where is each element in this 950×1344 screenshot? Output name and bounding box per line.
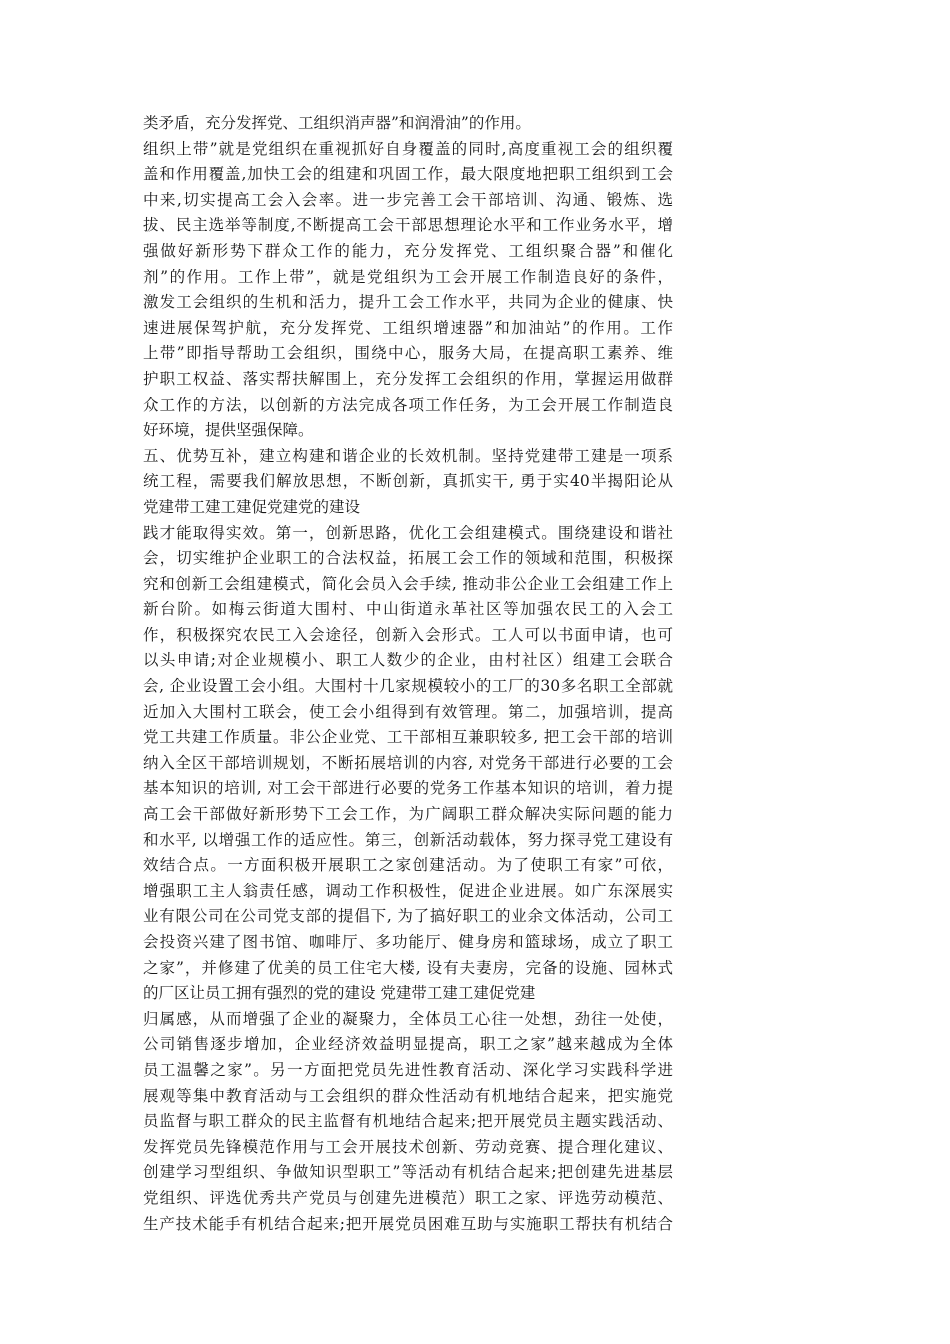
- text-line: 新台阶。如梅云街道大围村、中山街道永革社区等加强农民工的入会工: [143, 600, 673, 619]
- text-line: 组织上带”就是党组织在重视抓好自身覆盖的同时,高度重视工会的组织覆: [143, 139, 673, 158]
- text-line: 剂”的作用。工作上带”，就是党组织为工会开展工作制造良好的条件，: [143, 267, 673, 286]
- text-line: 归属感，从而增强了企业的凝聚力，全体员工心往一处想，劲往一处使，: [143, 1009, 673, 1028]
- text-line: 护职工权益、落实帮扶解围上，充分发挥工会组织的作用，掌握运用做群: [143, 369, 673, 388]
- text-line: 上带”即指导帮助工会组织，围绕中心，服务大局，在提高职工素养、维: [143, 344, 673, 363]
- text-line: 盖和作用覆盖,加快工会的组建和巩固工作，最大限度地把职工组织到工会: [143, 165, 673, 184]
- text-line: 员监督与职工群众的民主监督有机地结合起来;把开展党员主题实践活动、: [143, 1112, 673, 1131]
- text-line: 好环境，提供坚强保障。: [143, 421, 314, 440]
- text-line: 员工温馨之家”。另一方面把党员先进性教育活动、深化学习实践科学进: [143, 1060, 673, 1079]
- text-line: 众工作的方法，以创新的方法完成各项工作任务，为工会开展工作制造良: [143, 395, 673, 414]
- text-line: 会, 企业设置工会小组。大围村十几家规模较小的工厂的30多名职工全部就: [143, 677, 673, 696]
- text-line: 生产技术能手有机结合起来;把开展党员困难互助与实施职工帮扶有机结合: [143, 1214, 673, 1233]
- text-line: 强做好新形势下群众工作的能力，充分发挥党、工组织聚合器”和催化: [143, 241, 673, 260]
- text-line: 拔、民主选举等制度,不断提高工会干部思想理论水平和工作业务水平，增: [143, 216, 673, 235]
- text-line: 效结合点。一方面积极开展职工之家创建活动。为了使职工有家”可依，: [143, 856, 673, 875]
- text-line: 纳入全区干部培训规划，不断拓展培训的内容, 对党务干部进行必要的工会: [143, 753, 673, 772]
- text-line: 高工会干部做好新形势下工会工作，为广阔职工群众解决实际问题的能力: [143, 805, 673, 824]
- text-line: 业有限公司在公司党支部的提倡下, 为了搞好职工的业余文体活动，公司工: [143, 907, 673, 926]
- text-line: 党建带工建工建促党建党的建设: [143, 497, 361, 516]
- text-line: 中来,切实提高工会入会率。进一步完善工会干部培训、沟通、锻炼、选: [143, 190, 673, 209]
- text-line: 的厂区让员工拥有强烈的党的建设 党建带工建工建促党建: [143, 984, 536, 1003]
- text-line: 以头申请;对企业规模小、职工人数少的企业，由村社区）组建工会联合: [143, 651, 673, 670]
- text-line: 类矛盾，充分发挥党、工组织消声器”和润滑油”的作用。: [143, 114, 531, 132]
- text-line: 践才能取得实效。第一，创新思路，优化工会组建模式。围绕建设和谐社: [143, 523, 673, 542]
- text-line: 党工共建工作质量。非公企业党、工干部相互兼职较多, 把工会干部的培训: [143, 728, 673, 747]
- body-text: [143, 111, 673, 1237]
- text-line: 激发工会组织的生机和活力，提升工会工作水平，共同为企业的健康、快: [143, 293, 673, 312]
- text-line: 展观等集中教育活动与工会组织的群众性活动有机地结合起来，把实施党: [143, 1086, 673, 1105]
- text-line: 会投资兴建了图书馆、咖啡厅、多功能厅、健身房和篮球场，成立了职工: [143, 933, 673, 951]
- text-line: 和水平, 以增强工作的适应性。第三，创新活动载体，努力探寻党工建设有: [143, 830, 673, 849]
- text-line: 速进展保驾护航，充分发挥党、工组织增速器”和加油站”的作用。工作: [143, 318, 673, 337]
- text-line: 究和创新工会组建模式，简化会员入会手续, 推动非公企业工会组建工作上: [143, 574, 673, 593]
- text-line: 公司销售逐步增加，企业经济效益明显提高，职工之家”越来越成为全体: [143, 1035, 673, 1054]
- text-line: 创建学习型组织、争做知识型职工”等活动有机结合起来;把创建先进基层: [143, 1163, 673, 1182]
- text-line: 党组织、评选优秀共产党员与创建先进模范）职工之家、评选劳动模范、: [143, 1188, 673, 1207]
- text-line: 会，切实维护企业职工的合法权益，拓展工会工作的领域和范围，积极探: [143, 549, 673, 568]
- text-line: 近加入大围村工联会，使工会小组得到有效管理。第二，加强培训，提高: [143, 702, 673, 721]
- text-line: 之家”，并修建了优美的员工住宅大楼, 设有夫妻房，完备的设施、园林式: [143, 958, 673, 977]
- text-line: 发挥党员先锋模范作用与工会开展技术创新、劳动竞赛、提合理化建议、: [143, 1137, 673, 1156]
- text-line: 统工程，需要我们解放思想，不断创新，真抓实干, 勇于实40半揭阳论从: [143, 472, 673, 491]
- text-line: 基本知识的培训, 对工会干部进行必要的党务工作基本知识的培训，着力提: [143, 779, 673, 798]
- text-line: 五、优势互补，建立构建和谐企业的长效机制。坚持党建带工建是一项系: [143, 446, 673, 465]
- text-line: 作，积极探究农民工入会途径，创新入会形式。工人可以书面申请，也可: [143, 625, 673, 644]
- text-line: 增强职工主人翁责任感，调动工作积极性，促进企业进展。如广东深展实: [143, 881, 673, 900]
